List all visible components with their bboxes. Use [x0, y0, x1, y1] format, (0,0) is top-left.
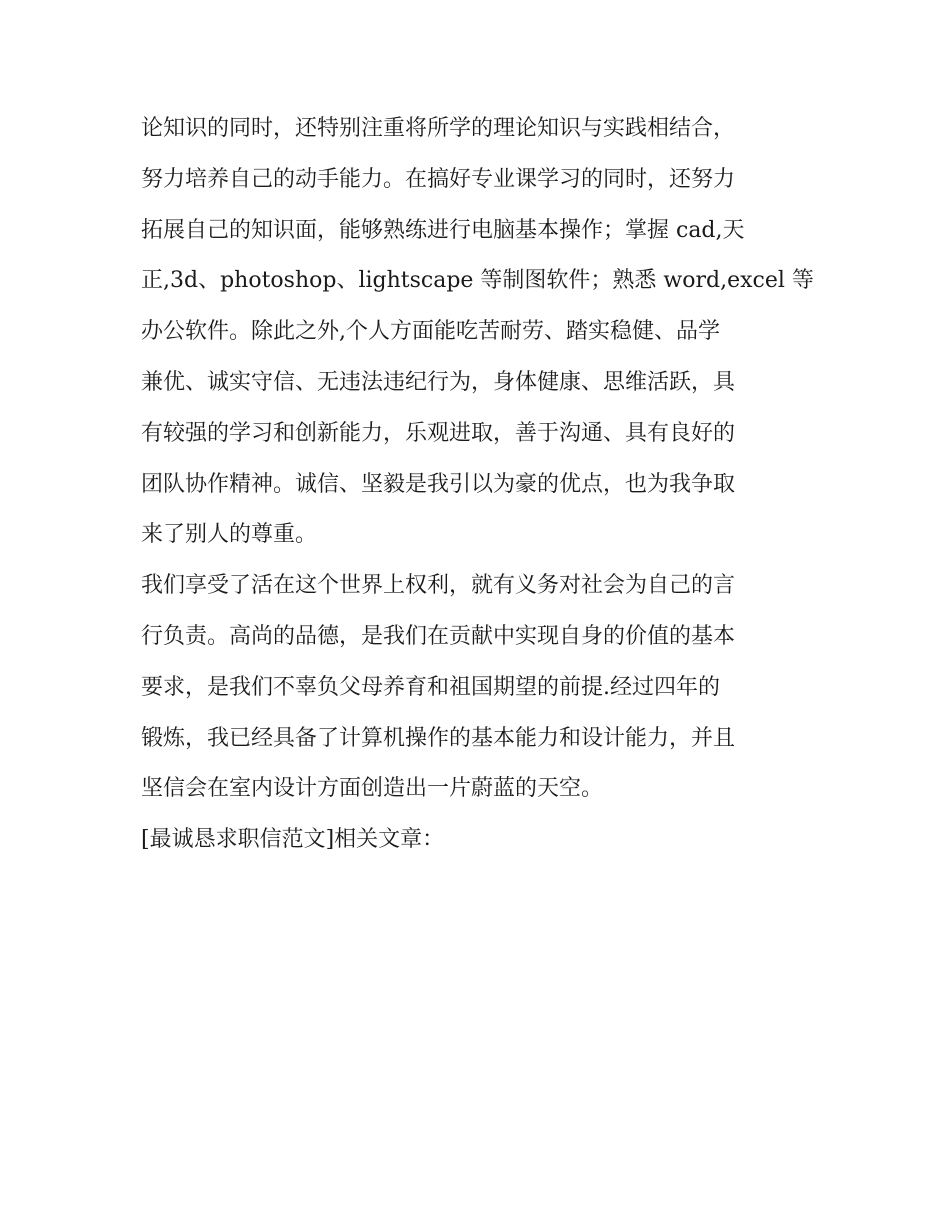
text-line: 要求，是我们不辜负父母养育和祖国期望的前提.经过四年的 [141, 674, 720, 700]
text-line: 团队协作精神。诚信、坚毅是我引以为豪的优点，也为我争取 [141, 471, 736, 497]
text-line: 兼优、诚实守信、无违法违纪行为，身体健康、思维活跃，具 [141, 369, 736, 395]
related-articles-heading: [最诚恳求职信范文]相关文章： [141, 827, 445, 853]
text-line: 论知识的同时，还特别注重将所学的理论知识与实践相结合， [141, 116, 736, 141]
text-line: 有较强的学习和创新能力，乐观进取，善于沟通、具有良好的 [141, 420, 736, 446]
text-line: 来了别人的尊重。 [141, 522, 318, 548]
text-line: 办公软件。除此之外,个人方面能吃苦耐劳、踏实稳健、品学 [141, 319, 720, 345]
text-line: 行负责。高尚的品德，是我们在贡献中实现自身的价值的基本 [141, 623, 736, 649]
text-line: 坚信会在室内设计方面创造出一片蔚蓝的天空。 [141, 776, 604, 802]
text-line: 我们享受了活在这个世界上权利，就有义务对社会为自己的言 [141, 573, 736, 599]
text-line: 拓展自己的知识面，能够熟练进行电脑基本操作；掌握 cad,天 [141, 217, 745, 243]
body-text [141, 104, 821, 866]
text-line: 锻炼，我已经具备了计算机操作的基本能力和设计能力，并且 [141, 725, 736, 751]
text-line: 努力培养自己的动手能力。在搞好专业课学习的同时，还努力 [141, 166, 736, 192]
text-line: 正,3d、photoshop、lightscape 等制图软件；熟悉 word,excel 等 [141, 268, 814, 294]
